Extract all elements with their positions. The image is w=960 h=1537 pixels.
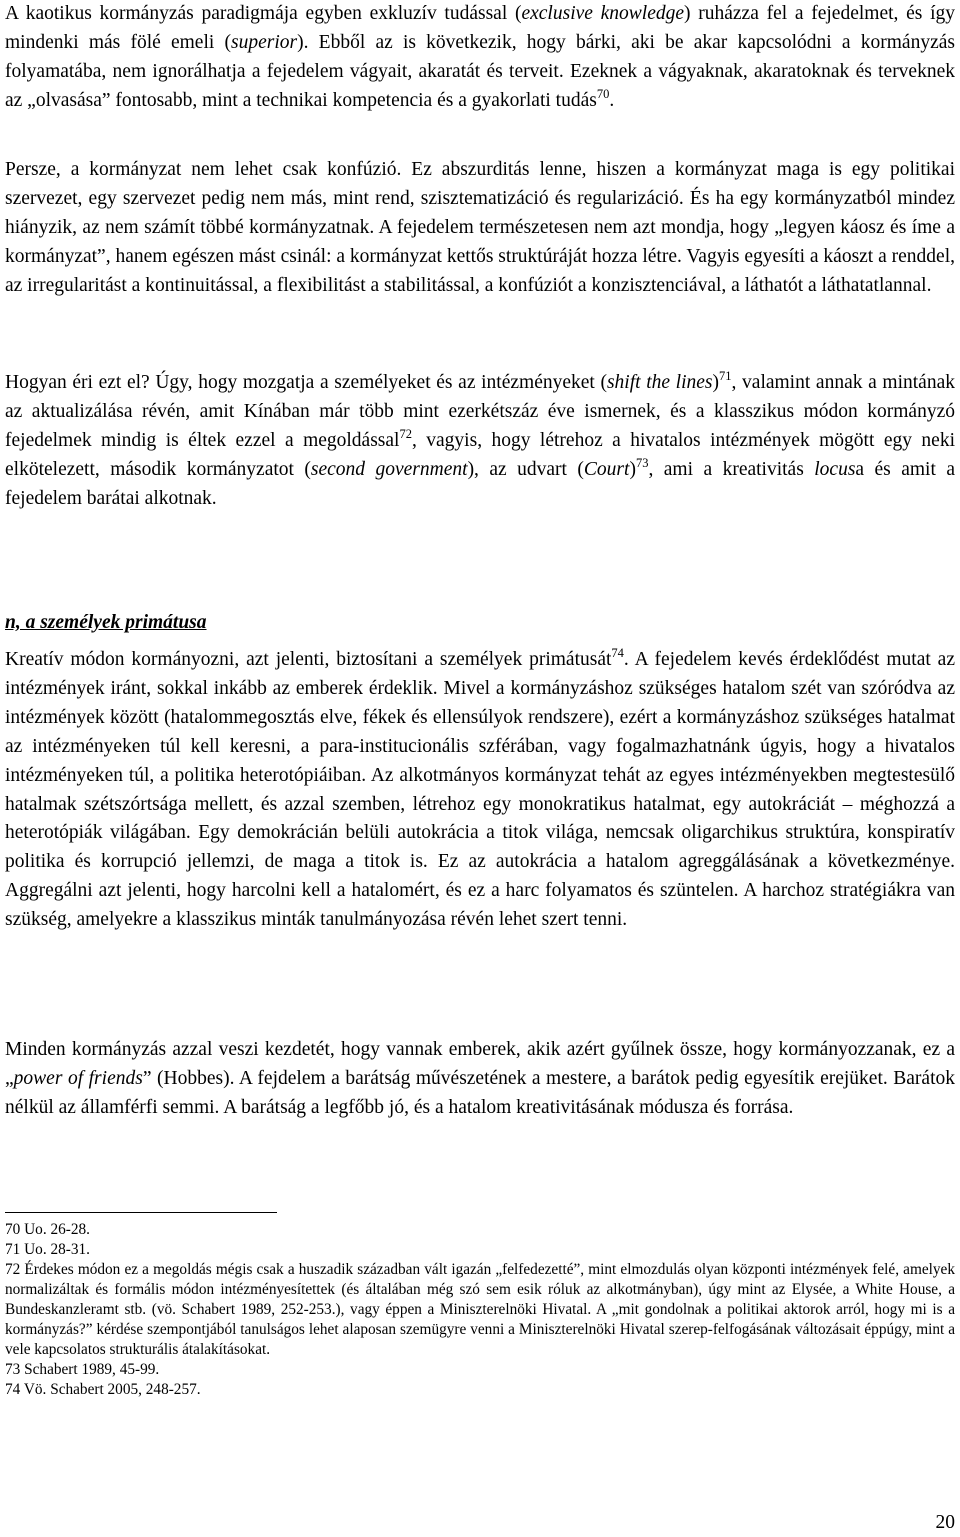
text-run: , ami a kreativitás xyxy=(648,458,815,480)
italic-term: Court xyxy=(583,458,630,480)
paragraph-6 xyxy=(5,1036,955,1123)
text-run: A kaotikus kormányzás paradigmája egyben exkluzív tudással ( xyxy=(5,3,522,24)
text-run: Minden kormányzás azzal veszi kezdetét, hogy vannak emberek, akik azért gyűlnek össze, hogy kormányozzanak, ez a „ xyxy=(5,1039,955,1089)
text-run: . xyxy=(609,89,615,111)
text-run: ). Ebből az is következik, hogy bárki, aki be akar kapcsolódni a kormányzás folyamatába, nem ignorálhatja a fejedelem vágyait, akaratát és terveit. Ezeknek a vágyaknak, akaratoknak és terveknek az „olvasása” fontosabb, mint a technikai kompetencia és a gyakorlati tudás xyxy=(5,31,955,111)
italic-term: second government xyxy=(310,458,468,480)
footnote-ref-73: 73 xyxy=(635,455,649,470)
italic-term: shift the lines xyxy=(606,372,713,393)
text-run: a és amit a fejedelem barátai alkotnak. xyxy=(5,458,955,509)
text-run: . A fejedelem kevés érdeklődést mutat az intézmények iránt, sokkal inkább az emberek érdeklik. Mivel a kormányzáshoz szükséges hatalom szét van szóródva az intézmények között (hatalommegosztás elve, fékek és ellensúlyok rendszere), ezért a kormányzáshoz szükséges hatalmat az intézményeken túl kell keresni, a para-institucionális szférában, vagy fogalmazhatnánk úgyis, hogy a hivatalos intézményeken túl, a politika heterotópiáiban. Az alkotmányos kormányzat tehát az egyes intézményekben megtestesülő hatalmak szétszórtsága mellett, és azzal szemben, létrehoz egy monokratikus hatalmat, egy autokráciát – méghozzá a heterotópiák világában. Egy demokrácián belüli autokrácia a titok világa, nemcsak oligarchikus struktúra, konspiratív politika és korrupció jellemzi, de maga a titok is. Ez az autokrácia a hatalom agreggálásának a következménye. Aggregálni azt jelenti, hogy harcolni kell a hatalomért, és ez a harc folyamatos és szüntelen. A harchoz stratégiákra van szükség, amelyekre a klasszikus minták tanulmányozása révén lehet szert tenni. xyxy=(5,649,955,931)
section-heading: n, a személyek primátusa xyxy=(5,612,207,633)
footnote-separator xyxy=(5,1212,277,1213)
text-run: ” (Hobbes). A fejdelem a barátság művészetének a mestere, a barátok pedig egyesítik erejüket. Barátok nélkül az államférfi semmi. A barátság a legfőbb jó, és a hatalom kreativitásának módusza és forrása. xyxy=(5,1067,955,1118)
footnote-ref-71: 71 xyxy=(719,369,732,383)
footnote-72: 72 Érdekes módon ez a megoldás mégis csak a huszadik században vált igazán „felfedezetté”, mint elmozdulás olyan központi intézmények felé, amelyek normalizáltak és formális módon intézményesítettek (és általában még szó sem esik róluk az alkotmányban), úgy mint az Elysée, a White House, a Bundeskanzleramt stb. (vö. Schabert 1989, 252-253.), vagy éppen a Miniszterelnöki Hivatal. A „mit gondolnak a politikai aktorok arról, hogy mi is a kormányzás?” kérdése szempontjából tanulságos lehet alaposan szemügyre venni a Miniszterelnöki Hivatal szerep-felfogásának változásait éppúgy, mint a vele kapcsolatos strukturális átalakításokat. xyxy=(5,1261,955,1358)
footnote-70: 70 Uo. 26-28. xyxy=(5,1221,90,1238)
footnote-71: 71 Uo. 28-31. xyxy=(5,1241,90,1258)
text-run: Hogyan éri ezt el? Úgy, hogy mozgatja a személyeket és az intézményeket ( xyxy=(5,372,607,393)
paragraph-2 xyxy=(5,156,955,301)
italic-term: power of friends xyxy=(13,1067,143,1089)
footnote-74: 74 Vö. Schabert 2005, 248-257. xyxy=(5,1381,201,1398)
italic-term: superior xyxy=(231,31,298,53)
text-run: , valamint annak a mintának az aktualizálása révén, amit Kínában már több mint ezerkétszáz éve ismernek, és a klasszikus módon kormányzó fejedelmek mindig is éltek ezzel a megoldással xyxy=(5,372,955,451)
footnote-73: 73 Schabert 1989, 45-99. xyxy=(5,1361,160,1378)
footnote-ref-74: 74 xyxy=(611,646,624,660)
text-run: ) xyxy=(712,372,720,393)
footnote-ref-72: 72 xyxy=(399,426,412,441)
document-page xyxy=(5,0,955,1537)
paragraph-1 xyxy=(5,0,955,116)
text-run: ) ruházza fel a fejedelmet, és így mindenki más fölé emeli ( xyxy=(5,3,955,53)
paragraph-3 xyxy=(5,369,955,514)
italic-term: locus xyxy=(814,458,856,480)
page-number: 20 xyxy=(935,1512,955,1533)
text-run: Persze, a kormányzat nem lehet csak konfúzió. Ez abszurditás lenne, hiszen a kormányzat maga is egy politikai szervezet, egy szervezet pedig nem más, mint rend, szisztematizáció és regularizáció. És ha egy kormányzatból mindez hiányzik, az nem számít többé kormányzatnak. A fejedelem természetesen nem azt mondja, hogy „legyen káosz és íme a kormányzat”, hanem egészen mást csinál: a kormányzat kettős struktúráját hozza létre. Vagyis egyesíti a káoszt a renddel, az irregularitást a kontinuitással, a flexibilitást a stabilitással, a konfúziót a konzisztenciával, a láthatót a láthatatlannal. xyxy=(5,159,955,296)
text-run: Kreatív módon kormányozni, azt jelenti, biztosítani a személyek primátusát xyxy=(5,649,612,670)
italic-term: exclusive knowledge xyxy=(521,3,685,24)
footnote-ref-70: 70 xyxy=(596,86,610,101)
footnotes xyxy=(5,1220,955,1400)
text-run: ), az udvart ( xyxy=(467,458,584,480)
text-run: ) xyxy=(629,458,636,480)
paragraph-5 xyxy=(5,646,955,935)
text-run: , vagyis, hogy létrehoz a hivatalos intézmények mögött egy neki elkötelezett, második kormányzatot ( xyxy=(5,429,955,480)
